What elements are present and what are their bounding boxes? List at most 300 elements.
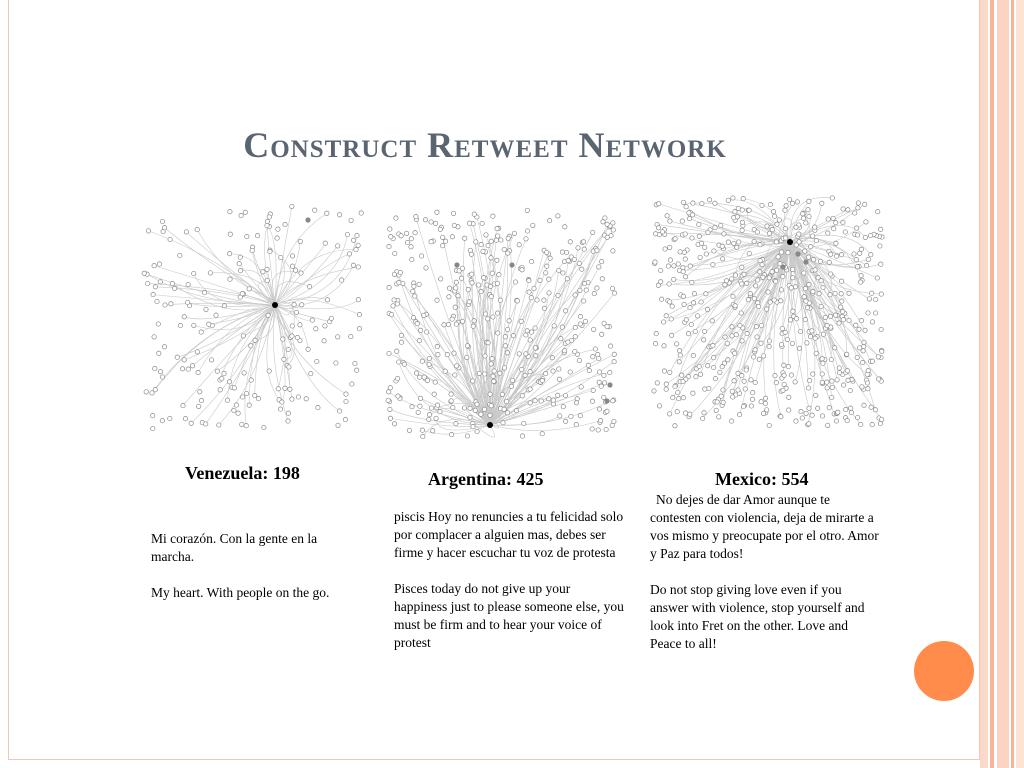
network-node: [190, 364, 194, 368]
network-node: [602, 395, 606, 399]
network-node: [417, 282, 421, 286]
network-node: [767, 339, 771, 343]
network-node: [153, 388, 157, 392]
network-node: [265, 219, 269, 223]
network-node: [657, 404, 661, 408]
network-node: [294, 310, 298, 314]
network-node: [741, 196, 745, 200]
network-node: [669, 333, 673, 337]
network-node: [146, 281, 150, 285]
network-node: [781, 388, 785, 392]
network-node: [544, 271, 548, 275]
network-node: [858, 280, 862, 284]
network-node: [828, 272, 832, 276]
network-node: [479, 412, 483, 416]
network-node: [416, 410, 420, 414]
network-node: [483, 312, 487, 316]
network-node: [389, 312, 393, 316]
network-node: [694, 375, 698, 379]
network-node: [325, 211, 329, 215]
network-node: [527, 290, 531, 294]
network-node: [825, 386, 829, 390]
network-node: [671, 395, 675, 399]
network-node: [733, 351, 737, 355]
network-node: [309, 372, 313, 376]
network-node: [414, 371, 418, 375]
network-node: [534, 354, 538, 358]
network-node: [520, 367, 524, 371]
network-node: [520, 268, 524, 272]
network-node: [767, 231, 771, 235]
network-node: [673, 237, 677, 241]
network-node: [863, 202, 867, 206]
network-node: [392, 422, 396, 426]
network-node: [247, 287, 251, 291]
network-node: [578, 314, 582, 318]
network-node: [155, 299, 159, 303]
network-node: [855, 233, 859, 237]
network-node: [610, 286, 614, 290]
network-node: [612, 352, 616, 356]
network-node: [681, 200, 685, 204]
network-node: [486, 341, 490, 345]
network-node: [719, 394, 723, 398]
network-node: [706, 364, 710, 368]
network-node: [803, 286, 807, 290]
network-node: [505, 411, 509, 415]
network-node: [852, 252, 856, 256]
network-node: [411, 289, 415, 293]
network-node: [755, 335, 759, 339]
network-node: [199, 330, 203, 334]
network-node: [189, 421, 193, 425]
network-node: [566, 258, 570, 262]
network-node: [548, 256, 552, 260]
network-node: [794, 419, 798, 423]
network-node: [760, 262, 764, 266]
network-node: [566, 340, 570, 344]
network-node: [399, 340, 403, 344]
venezuela-label: Venezuela: 198: [185, 463, 300, 483]
network-node: [601, 220, 605, 224]
network-node: [454, 286, 458, 290]
network-node: [751, 355, 755, 359]
network-node: [767, 344, 771, 348]
network-node: [819, 279, 823, 283]
network-node: [245, 234, 249, 238]
network-node: [494, 238, 498, 242]
network-node: [509, 384, 513, 388]
network-node: [758, 243, 762, 247]
network-node: [611, 399, 615, 403]
network-node: [733, 273, 737, 277]
mexico-network-graph: [648, 192, 888, 432]
network-node: [791, 276, 795, 280]
network-node: [596, 428, 600, 432]
network-node: [712, 355, 716, 359]
network-node: [420, 428, 424, 432]
network-node: [830, 385, 834, 389]
network-node: [684, 205, 688, 209]
network-node: [751, 390, 755, 394]
network-node: [880, 417, 884, 421]
network-node: [433, 380, 437, 384]
network-node: [441, 244, 445, 248]
network-node: [197, 404, 201, 408]
network-node: [351, 238, 355, 242]
network-node: [664, 387, 668, 391]
network-node: [575, 397, 579, 401]
network-node: [869, 253, 873, 257]
network-node: [600, 332, 604, 336]
network-node: [510, 378, 514, 382]
network-node: [573, 293, 577, 297]
network-node: [243, 210, 247, 214]
network-node: [805, 306, 809, 310]
network-node: [655, 381, 659, 385]
network-node: [697, 364, 701, 368]
network-node: [691, 391, 695, 395]
network-node: [387, 244, 391, 248]
network-node: [556, 293, 560, 297]
network-node: [395, 302, 399, 306]
network-node: [397, 280, 401, 284]
network-node: [604, 427, 608, 431]
network-node: [427, 417, 431, 421]
network-node: [397, 360, 401, 364]
network-node: [563, 225, 567, 229]
network-node: [168, 416, 172, 420]
network-node: [144, 390, 148, 394]
network-node: [697, 234, 701, 238]
network-node: [754, 284, 758, 288]
network-node: [522, 421, 526, 425]
network-node: [336, 423, 340, 427]
network-node: [668, 370, 672, 374]
mexico-tweet: [650, 491, 882, 671]
network-node: [557, 377, 561, 381]
network-node: [512, 231, 516, 235]
hub-node: [272, 302, 278, 308]
network-node: [855, 265, 859, 269]
network-node: [654, 331, 658, 335]
network-node: [862, 340, 866, 344]
network-node: [388, 416, 392, 420]
network-node: [505, 351, 509, 355]
network-node: [818, 259, 822, 263]
network-node: [577, 261, 581, 265]
network-node: [677, 360, 681, 364]
network-node: [495, 226, 499, 230]
network-node: [156, 322, 160, 326]
network-node: [497, 273, 501, 277]
network-node: [276, 227, 280, 231]
network-node: [528, 387, 532, 391]
secondary-hub-node: [803, 259, 808, 264]
network-node: [158, 370, 162, 374]
argentina-network-graph: [382, 203, 622, 443]
network-node: [668, 300, 672, 304]
network-node: [356, 298, 360, 302]
network-node: [582, 281, 586, 285]
network-node: [563, 393, 567, 397]
network-node: [686, 332, 690, 336]
network-node: [779, 288, 783, 292]
network-node: [688, 264, 692, 268]
network-node: [706, 230, 710, 234]
network-node: [846, 378, 850, 382]
network-node: [507, 319, 511, 323]
network-node: [452, 223, 456, 227]
network-node: [241, 334, 245, 338]
network-node: [765, 224, 769, 228]
network-node: [459, 276, 463, 280]
mexico-tweet-translation: Do not stop giving love even if you answer with violence, stop yourself and look into Fret on the other. Love and Peace to all!: [650, 582, 865, 651]
network-node: [862, 403, 866, 407]
network-node: [337, 213, 341, 217]
network-node: [820, 357, 824, 361]
network-node: [859, 247, 863, 251]
network-node: [524, 237, 528, 241]
network-node: [611, 228, 615, 232]
network-node: [544, 371, 548, 375]
network-node: [841, 318, 845, 322]
network-node: [835, 254, 839, 258]
network-node: [528, 401, 532, 405]
network-node: [492, 379, 496, 383]
network-node: [587, 368, 591, 372]
network-node: [692, 292, 696, 296]
network-node: [691, 301, 695, 305]
network-node: [821, 332, 825, 336]
network-node: [837, 321, 841, 325]
network-node: [779, 342, 783, 346]
network-node: [857, 327, 861, 331]
network-node: [192, 323, 196, 327]
network-node: [573, 325, 577, 329]
network-node: [761, 411, 765, 415]
network-node: [833, 313, 837, 317]
network-node: [847, 318, 851, 322]
network-node: [413, 231, 417, 235]
network-node: [580, 267, 584, 271]
network-node: [217, 423, 221, 427]
network-node: [811, 372, 815, 376]
network-node: [551, 369, 555, 373]
network-node: [690, 236, 694, 240]
network-node: [495, 281, 499, 285]
network-node: [783, 236, 787, 240]
network-node: [844, 407, 848, 411]
network-node: [315, 359, 319, 363]
network-node: [391, 304, 395, 308]
network-node: [602, 381, 606, 385]
network-node: [293, 268, 297, 272]
network-node: [329, 316, 333, 320]
network-node: [717, 415, 721, 419]
network-node: [556, 214, 560, 218]
network-node: [779, 250, 783, 254]
network-node: [779, 415, 783, 419]
network-node: [151, 426, 155, 430]
network-node: [657, 202, 661, 206]
network-node: [682, 250, 686, 254]
network-node: [435, 403, 439, 407]
network-node: [740, 208, 744, 212]
network-node: [199, 398, 203, 402]
venezuela-tweet: [151, 530, 351, 620]
network-node: [157, 351, 161, 355]
network-node: [763, 401, 767, 405]
network-node: [720, 365, 724, 369]
network-node: [668, 258, 672, 262]
network-node: [683, 257, 687, 261]
network-node: [854, 257, 858, 261]
network-node: [267, 369, 271, 373]
network-node: [450, 317, 454, 321]
network-node: [845, 352, 849, 356]
network-node: [673, 384, 677, 388]
network-node: [774, 240, 778, 244]
network-node: [780, 326, 784, 330]
network-nodes: [652, 196, 884, 428]
network-node: [870, 320, 874, 324]
network-node: [781, 274, 785, 278]
network-node: [409, 245, 413, 249]
network-node: [325, 298, 329, 302]
network-node: [820, 372, 824, 376]
network-node: [255, 234, 259, 238]
network-node: [528, 370, 532, 374]
network-node: [678, 353, 682, 357]
network-node: [454, 322, 458, 326]
network-node: [496, 331, 500, 335]
network-node: [423, 218, 427, 222]
network-node: [488, 413, 492, 417]
network-node: [445, 352, 449, 356]
network-node: [491, 374, 495, 378]
network-node: [602, 373, 606, 377]
network-node: [578, 288, 582, 292]
venezuela-tweet-original: Mi corazón. Con la gente en la marcha.: [151, 531, 318, 564]
network-node: [809, 245, 813, 249]
network-node: [533, 399, 537, 403]
network-node: [234, 403, 238, 407]
network-node: [743, 387, 747, 391]
network-node: [525, 229, 529, 233]
network-node: [802, 271, 806, 275]
network-node: [394, 216, 398, 220]
network-node: [827, 260, 831, 264]
network-node: [414, 215, 418, 219]
network-node: [814, 351, 818, 355]
network-node: [848, 388, 852, 392]
network-node: [359, 211, 363, 215]
network-node: [673, 424, 677, 428]
network-node: [447, 286, 451, 290]
network-node: [864, 220, 868, 224]
network-node: [456, 294, 460, 298]
network-node: [476, 283, 480, 287]
network-node: [427, 356, 431, 360]
network-node: [300, 303, 304, 307]
network-node: [612, 291, 616, 295]
network-node: [612, 360, 616, 364]
network-node: [712, 365, 716, 369]
network-node: [146, 229, 150, 233]
network-node: [268, 249, 272, 253]
network-node: [399, 234, 403, 238]
network-node: [790, 341, 794, 345]
network-node: [407, 428, 411, 432]
network-node: [322, 339, 326, 343]
network-node: [313, 208, 317, 212]
secondary-hub-node: [604, 398, 609, 403]
network-node: [870, 422, 874, 426]
network-node: [770, 270, 774, 274]
network-node: [752, 296, 756, 300]
network-node: [750, 397, 754, 401]
network-node: [797, 232, 801, 236]
network-node: [180, 367, 184, 371]
network-node: [820, 380, 824, 384]
network-node: [344, 399, 348, 403]
network-node: [479, 289, 483, 293]
network-node: [498, 298, 502, 302]
network-node: [799, 409, 803, 413]
network-node: [175, 355, 179, 359]
network-node: [160, 375, 164, 379]
network-node: [449, 432, 453, 436]
network-node: [275, 236, 279, 240]
network-node: [832, 227, 836, 231]
network-node: [323, 241, 327, 245]
network-node: [253, 338, 257, 342]
network-node: [839, 305, 843, 309]
network-node: [730, 325, 734, 329]
network-node: [395, 349, 399, 353]
network-node: [662, 344, 666, 348]
network-node: [489, 404, 493, 408]
network-node: [472, 319, 476, 323]
network-node: [429, 220, 433, 224]
network-node: [863, 235, 867, 239]
network-node: [790, 201, 794, 205]
network-node: [290, 334, 294, 338]
network-node: [826, 231, 830, 235]
network-node: [783, 330, 787, 334]
network-node: [800, 416, 804, 420]
network-node: [675, 410, 679, 414]
argentina-tweet-original: piscis Hoy no renuncies a tu felicidad solo por complacer a alguien mas, debes ser firme y hacer escuchar tu voz de protesta: [394, 509, 624, 560]
network-node: [860, 385, 864, 389]
network-node: [597, 370, 601, 374]
network-node: [730, 277, 734, 281]
network-node: [182, 315, 186, 319]
decorative-circle: [914, 641, 974, 701]
network-node: [355, 368, 359, 372]
network-node: [578, 414, 582, 418]
network-node: [804, 411, 808, 415]
network-node: [388, 407, 392, 411]
network-node: [766, 290, 770, 294]
network-node: [556, 393, 560, 397]
network-node: [737, 413, 741, 417]
network-node: [347, 252, 351, 256]
network-node: [323, 324, 327, 328]
network-node: [782, 363, 786, 367]
network-node: [586, 363, 590, 367]
